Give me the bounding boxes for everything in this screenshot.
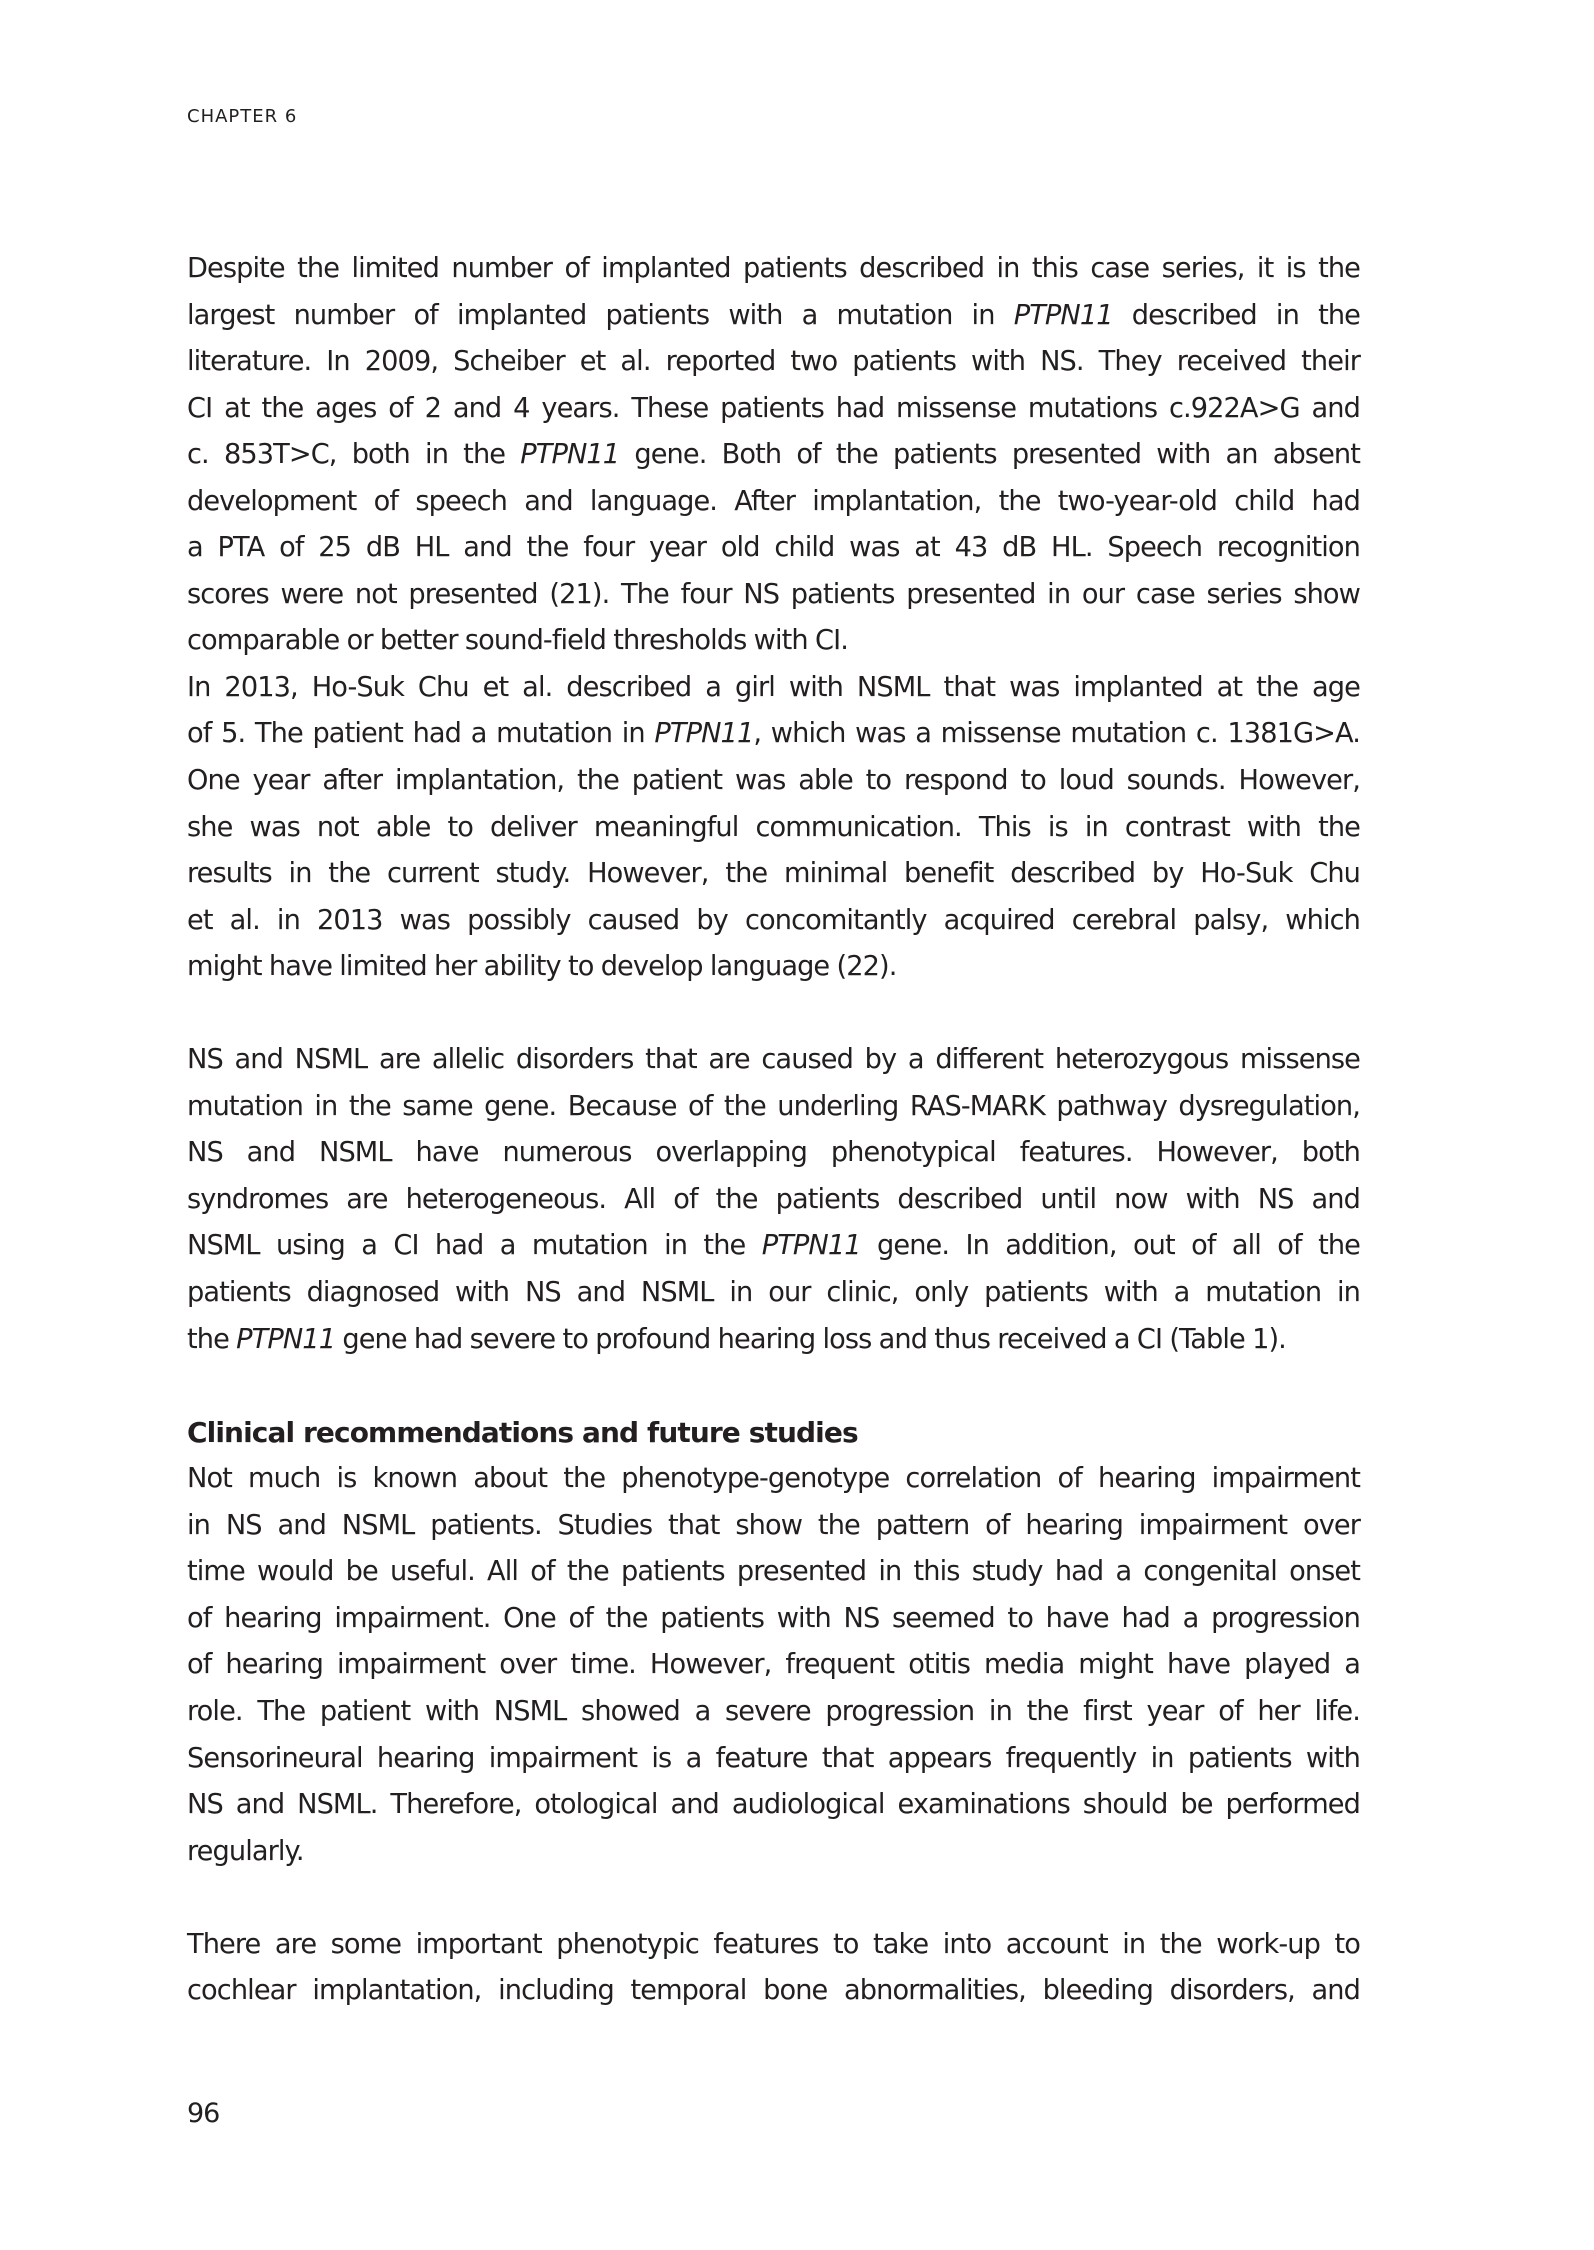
text-line: development of speech and language. After implantation, the two-year-old child had [187, 485, 1360, 517]
text-line: Sensorineural hearing impairment is a feature that appears frequently in patients with [187, 1742, 1360, 1774]
text-line: largest number of implanted patients with a mutation in PTPN11 described in the [187, 299, 1360, 331]
text-line: syndromes are heterogeneous. All of the patients described until now with NS and [187, 1183, 1360, 1215]
text-line: comparable or better sound-field thresholds with CI. [187, 625, 848, 657]
text-line: Despite the limited number of implanted patients described in this case series, it is the [187, 253, 1360, 284]
text-line: NS and NSML are allelic disorders that are caused by a different heterozygous missense [187, 1044, 1360, 1076]
text-line: scores were not presented (21). The four NS patients presented in our case series show [187, 578, 1360, 610]
text-line: of 5. The patient had a mutation in PTPN11, which was a missense mutation c. 1381G>A. [187, 718, 1361, 750]
text-line: One year after implantation, the patient was able to respond to loud sounds. However, [187, 765, 1360, 797]
text-line: In 2013, Ho-Suk Chu et al. described a girl with NSML that was implanted at the age [187, 671, 1360, 703]
text-line: mutation in the same gene. Because of the underling RAS-MARK pathway dysregulation, [187, 1090, 1360, 1122]
text-line: NS and NSML. Therefore, otological and audiological examinations should be performed [187, 1789, 1360, 1821]
gene-name: PTPN11 [654, 718, 754, 750]
page-number: 96 [187, 2098, 220, 2129]
text-line: regularly. [187, 1835, 304, 1867]
text-line: time would be useful. All of the patients presented in this study had a congenital onset [187, 1556, 1360, 1588]
text-line: role. The patient with NSML showed a severe progression in the first year of her life. [187, 1695, 1360, 1727]
gene-name: PTPN11 [761, 1230, 861, 1262]
text-line: c. 853T>C, both in the PTPN11 gene. Both of the patients presented with an absent [187, 439, 1360, 471]
text-line: of hearing impairment. One of the patients with NS seemed to have had a progression [187, 1602, 1360, 1634]
paragraph [187, 1456, 1360, 1875]
running-head: CHAPTER 6 [187, 106, 298, 127]
gene-name: PTPN11 [236, 1323, 336, 1355]
paragraph [187, 665, 1360, 991]
text-line: results in the current study. However, the minimal benefit described by Ho-Suk Chu [187, 858, 1360, 890]
text-line: she was not able to deliver meaningful communication. This is in contrast with the [187, 811, 1360, 843]
text-line: might have limited her ability to develop language (22). [187, 951, 897, 983]
body-text [187, 246, 1360, 2015]
text-line: et al. in 2013 was possibly caused by concomitantly acquired cerebral palsy, which [187, 904, 1360, 936]
text-line: literature. In 2009, Scheiber et al. reported two patients with NS. They received their [187, 346, 1360, 378]
text-line: CI at the ages of 2 and 4 years. These patients had missense mutations c.922A>G and [187, 392, 1360, 424]
text-line: Not much is known about the phenotype-genotype correlation of hearing impairment [187, 1463, 1360, 1495]
text-line: NSML using a CI had a mutation in the PTPN11 gene. In addition, out of all of the [187, 1230, 1360, 1262]
text-line: There are some important phenotypic features to take into account in the work-up to [187, 1928, 1360, 1960]
paragraph [187, 246, 1360, 665]
paragraph-gap [187, 1875, 1360, 1922]
text-line: NS and NSML have numerous overlapping phenotypical features. However, both [187, 1137, 1360, 1169]
paragraph [187, 1037, 1360, 1363]
text-line: cochlear implantation, including temporal bone abnormalities, bleeding disorders, and [187, 1975, 1360, 2007]
text-line: in NS and NSML patients. Studies that show the pattern of hearing impairment over [187, 1509, 1360, 1541]
text-line: of hearing impairment over time. However, frequent otitis media might have played a [187, 1649, 1360, 1681]
section-heading: Clinical recommendations and future studies [187, 1415, 858, 1449]
paragraph-gap [187, 991, 1360, 1038]
gene-name: PTPN11 [1013, 299, 1113, 331]
text-line: a PTA of 25 dB HL and the four year old child was at 43 dB HL. Speech recognition [187, 532, 1360, 564]
text-line: patients diagnosed with NS and NSML in our clinic, only patients with a mutation in [187, 1277, 1360, 1309]
gene-name: PTPN11 [520, 439, 620, 471]
text-line: the PTPN11 gene had severe to profound hearing loss and thus received a CI (Table 1). [187, 1323, 1286, 1355]
paragraph [187, 1922, 1360, 2015]
paragraph-gap [187, 1363, 1360, 1410]
